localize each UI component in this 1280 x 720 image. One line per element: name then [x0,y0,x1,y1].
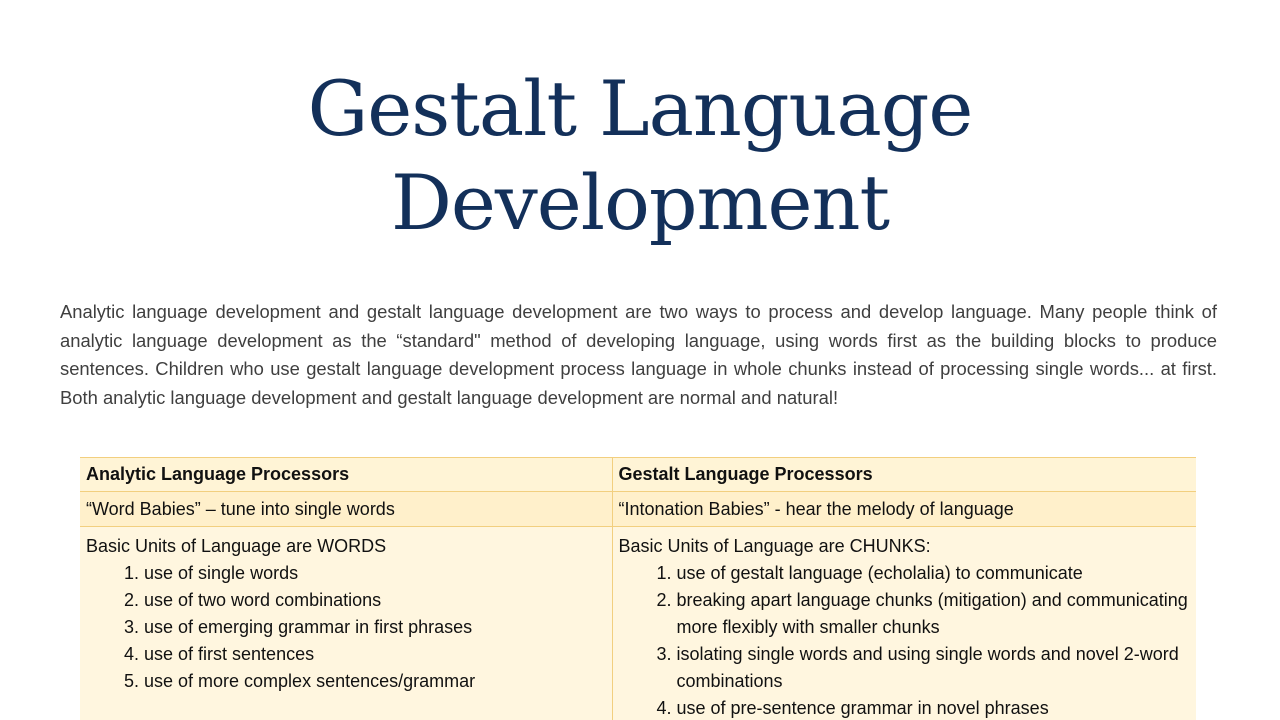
table-row-units [80,527,1196,720]
title-line-1: Gestalt Language [307,64,973,153]
list-item: 1. use of gestalt language (echolalia) to communicate [677,560,1191,587]
analytic-stages-list [86,560,606,695]
gestalt-stages-list [619,560,1191,720]
units-analytic-cell [80,527,612,720]
list-item: 2. use of two word combinations [144,587,606,614]
list-item: 4. use of pre-sentence grammar in novel phrases [677,695,1191,720]
header-analytic: Analytic Language Processors [80,458,612,492]
list-item: 4. use of first sentences [144,641,606,668]
units-gestalt-heading: Basic Units of Language are CHUNKS: [618,536,931,556]
table-header-row [80,458,1196,492]
list-item: 2. breaking apart language chunks (mitigation) and communicating more flexibly with smaller chunks [677,587,1191,641]
page-title [0,62,1280,250]
units-analytic-heading: Basic Units of Language are WORDS [86,536,387,556]
table-row-nicknames [80,492,1196,527]
title-line-2: Development [390,158,890,247]
header-gestalt: Gestalt Language Processors [612,458,1196,492]
list-item: 3. use of emerging grammar in first phrases [144,614,606,641]
intro-paragraph: Analytic language development and gestalt language development are two ways to process and develop language. Many people think of analytic language development as the “standard" method of developing language, using words first as the building blocks to produce sentences. Children who use gestalt language development process language in whole chunks instead of processing single words... at first. Both analytic language development and gestalt language development are normal and natural! [60,301,1217,408]
units-gestalt-cell [612,527,1196,720]
processors-comparison-table [80,457,1196,720]
nickname-analytic: “Word Babies” – tune into single words [80,492,612,527]
list-item: 5. use of more complex sentences/grammar [144,668,606,695]
list-item: 3. isolating single words and using single words and novel 2-word combinations [677,641,1191,695]
list-item: 1. use of single words [144,560,606,587]
nickname-gestalt: “Intonation Babies” - hear the melody of language [612,492,1196,527]
